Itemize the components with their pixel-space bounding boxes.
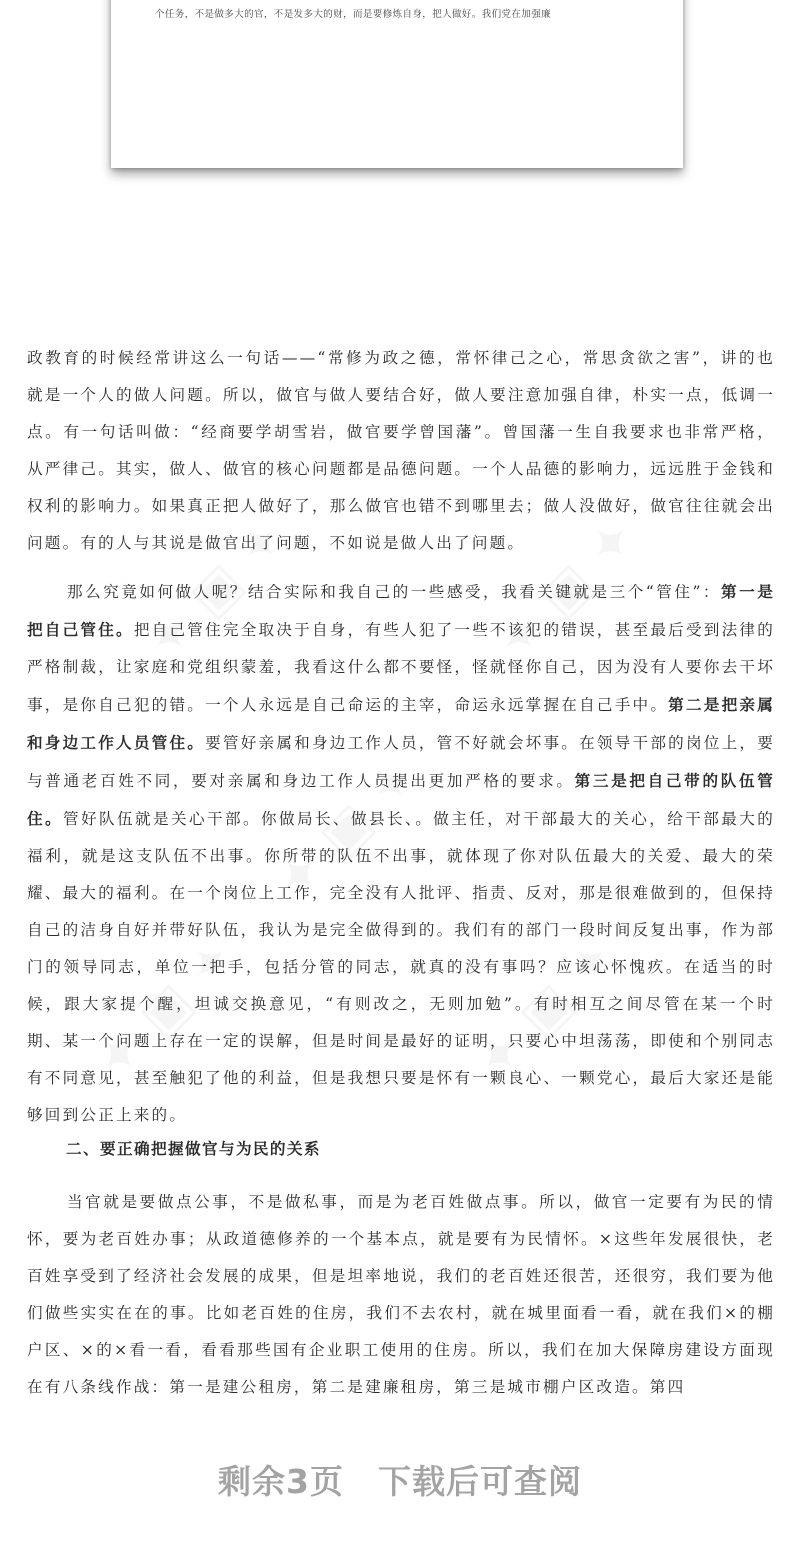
document-preview-card [111,0,683,168]
body-paragraph: 当官就是要做点公事，不是做私事，而是为老百姓做点事。所以，做官一定要有为民的情怀，要为老百姓办事；从政道德修养的一个基本点，就是要有为民情怀。×这些年发展很快，老百姓享受到了经济社会发展的成果，但是坦率地说，我们的老百姓还很苦，还很穷，我们要为他们做些实实在在的事。比如老百姓的住房，我们不去农村，就在城里面看一看，就在我们×的棚户区、×的×看一看，看看那些国有企业职工使用的住房。所以，我们在加大保障房建设方面现在有八条线作战：第一是建公租房，第二是建廉租房，第三是城市棚户区改造。第四 [27,1193,775,1396]
body-paragraph [27,573,775,1134]
bold-point-3: 第三是把自己带的队伍管住。 [27,771,775,828]
bold-point-2: 第二是把亲属和身边工作人员管住。 [27,695,775,752]
section-heading: 二、要正确把握做官与为民的关系 [66,1139,321,1158]
download-to-read-more-button[interactable]: 剩余3页 下载后可查阅 [218,1462,582,1501]
text-segment: 要管好亲属和身边工作人员，管不好就会坏事。在领导干部的岗位上，要与普通老百姓不同，要对亲属和身边工作人员提出更加严格的要求。 [27,734,775,790]
text-segment: 那么究竟如何做人呢？结合实际和我自己的一些感受，我看关键就是三个“管住”： [67,583,722,601]
card-text-line: 个任务，不是做多大的官，不是发多大的财，而是要修炼自身，把人做好。我们党在加强廉 [155,9,552,20]
text-segment: 把自己管住完全取决于自身，有些人犯了一些不该犯的错误，甚至最后受到法律的严格制裁，让家庭和党组织蒙羞，我看这什么都不要怪，怪就怪你自己，因为没有人要你去干坏事，是你自己犯的错。一个人永远是自己命运的主宰，命运永远掌握在自己手中。 [27,621,775,714]
text-segment: 管好队伍就是关心干部。你做局长、做县长、。做主任，对干部最大的关心，给干部最大的福利，就是这支队伍不出事。你所带的队伍不出事，就体现了你对队伍最大的关爱、最大的荣耀、最大的福利。在一个岗位上工作，完全没有人批评、指责、反对，那是很难做到的，但保持自己的洁身自好并带好队伍，我认为是完全做得到的。我们有的部门一段时间反复出事，作为部门的领导同志，单位一把手，包括分管的同志，就真的没有事吗？应该心怀愧疚。在适当的时候，跟大家提个醒，坦诚交换意见，“有则改之，无则加勉”。有时相互之间尽管在某一个时期、某一个问题上存在一定的误解，但是时间是最好的证明，只要心中坦荡荡，即使和个别同志有不同意见，甚至触犯了他的利益，但是我想只要是怀有一颗良心、一颗党心，最后大家还是能够回到公正上来的。 [27,810,775,1124]
card-text-line [155,0,655,1]
bold-point-1: 第一是把自己管住。 [27,582,775,639]
body-paragraph: 政教育的时候经常讲这么一句话——“常修为政之德，常怀律己之心，常思贪欲之害”，讲的也就是一个人的做人问题。所以，做官与做人要结合好，做人要注意加强自律，朴实一点，低调一点。有一句话叫做：“经商要学胡雪岩，做官要学曾国藩”。曾国藩一生自我要求也非常严格，从严律己。其实，做人、做官的核心问题都是品德问题。一个人品德的影响力，远远胜于金钱和权利的影响力。如果真正把人做好了，那么做官也错不到哪里去；做人没做好，做官往往就会出问题。有的人与其说是做官出了问题，不如说是做人出了问题。 [27,349,775,552]
